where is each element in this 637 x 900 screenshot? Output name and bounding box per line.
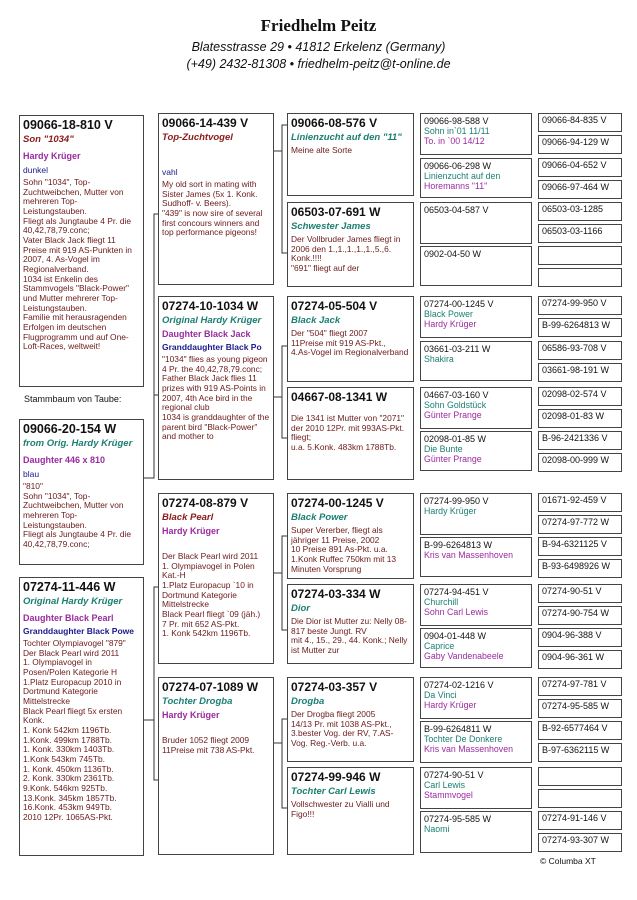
gen4-ring: 09066-98-588 V — [424, 116, 489, 126]
gen4-name: Churchill — [424, 597, 459, 607]
gen3-name: Black Jack — [291, 315, 341, 326]
gen4-card-1 — [420, 158, 532, 198]
gen5-ring: B-97-6362115 W — [542, 745, 610, 755]
gen4-ring: 07274-94-451 V — [424, 587, 489, 597]
gen2-sub: Hardy Krüger — [162, 710, 220, 720]
gen2-card-0 — [158, 113, 274, 285]
gen2-card-2 — [158, 493, 274, 664]
sire-color: blau — [23, 469, 40, 479]
gen3-desc: Der Drogba fliegt 2005 14/13 Pr. mit 1038 AS-Pkt., 3.bester Vog. der RV, 7.AS-Vog. Reg.-Verb. u.a. — [291, 709, 394, 748]
gen4-card-13 — [420, 721, 532, 763]
gen3-card-0 — [287, 113, 414, 196]
gen5-card-22 — [538, 628, 622, 647]
gen4-name: Sohn in`01 11/11 — [424, 126, 490, 136]
gen3-name: Tochter Carl Lewis — [291, 786, 376, 797]
gen4-ring: 04667-03-160 V — [424, 390, 489, 400]
gen4-card-12 — [420, 677, 532, 719]
gen4-name: Naomi — [424, 824, 450, 834]
gen2-name: Top-Zuchtvogel — [162, 132, 233, 143]
gen4-ring: 07274-00-1245 V — [424, 299, 494, 309]
gen5-card-14 — [538, 431, 622, 450]
gen5-card-31 — [538, 833, 622, 852]
header-contact: (+49) 2432-81308 • friedhelm-peitz@t-online.de — [186, 57, 451, 71]
gen3-card-4 — [287, 493, 414, 579]
gen5-card-23 — [538, 650, 622, 669]
gen4-card-7 — [420, 431, 532, 471]
gen2-desc: Der Black Pearl wird 2011 1. Olympiavogel in Polen Kat.-H 1.Platz Europacup `10 in Dortmund Kategorie Mittelstrecke Black Pearl fliegt `09 (jäh.) 7 Pr. mit 652 AS-Pkt. 1. Konk 542km 1196Tb. — [162, 551, 261, 639]
gen4-ring: 0902-04-50 W — [424, 249, 482, 259]
gen4-card-10 — [420, 584, 532, 626]
gen5-card-1 — [538, 135, 622, 154]
gen4-card-2 — [420, 202, 532, 244]
gen5-ring: B-94-6321125 V — [542, 539, 607, 549]
gen3-card-7 — [287, 767, 414, 855]
gen5-ring: 07274-91-146 V — [542, 813, 607, 823]
gen5-card-12 — [538, 387, 622, 406]
gen2-ring: 07274-10-1034 W — [162, 299, 259, 313]
dam-ring: 07274-11-446 W — [23, 580, 116, 594]
gen5-ring: 0904-96-388 V — [542, 630, 602, 640]
gen2-card-3 — [158, 677, 274, 855]
sire-desc: "810" Sohn "1034", Top-Zuchtweibchen, Mutter von mehreren Top-Leistungstauben. Fliegt als Jungtaube 4 Pr. die 40,42,78,79.conc; — [23, 481, 132, 549]
gen5-card-19 — [538, 559, 622, 578]
gen4-name: Caprice — [424, 641, 455, 651]
gen5-card-0 — [538, 113, 622, 132]
gen5-card-24 — [538, 677, 622, 696]
gen2-ring: 09066-14-439 V — [162, 116, 249, 130]
gen5-card-30 — [538, 811, 622, 830]
gen5-card-25 — [538, 699, 622, 718]
gen5-card-9 — [538, 318, 622, 337]
gen4-name: Da Vinci — [424, 690, 457, 700]
gen2-desc: My old sort in mating with Sister James (5x 1. Konk. Sudhoff- v. Beers). "439" is now sire of several first concours winners and top performance pigeons! — [162, 179, 263, 238]
gen4-ring: 06503-04-587 V — [424, 205, 489, 215]
gen4-name: Sohn Goldstück — [424, 400, 487, 410]
gen5-ring: 07274-95-585 W — [542, 701, 610, 711]
gen4-ring: 09066-06-298 W — [424, 161, 492, 171]
gen2-name: Black Pearl — [162, 512, 214, 523]
gen4-sub: Horemanns "11" — [424, 181, 488, 191]
header-address: Blatesstrasse 29 • 41812 Erkelenz (Germany) — [191, 40, 446, 54]
gen2-card-1 — [158, 296, 274, 480]
gen5-ring: 06503-03-1285 — [542, 204, 604, 214]
gen4-sub: Günter Prange — [424, 410, 482, 420]
gen5-ring: 07274-90-51 V — [542, 586, 602, 596]
gen4-sub: Kris van Massenhoven — [424, 744, 513, 754]
gen3-desc: Die Dior ist Mutter zu: Nelly 08-817 beste Jungt. RV mit 4., 15., 29., 44. Konk.; Nelly ist Mutter zur — [291, 616, 408, 655]
gen4-ring: 07274-99-950 V — [424, 496, 489, 506]
dam-sub: Daughter Black Pearl — [23, 613, 114, 623]
gen3-desc: Der Vollbruder James fliegt in 2006 den 1.,1.,1.,1.,1.,5.,6. Konk.!!!! "691" fliegt auf der — [291, 234, 401, 273]
gen2-ring: 07274-08-879 V — [162, 496, 249, 510]
dam-card — [19, 577, 144, 856]
sire-name: from Orig. Hardy Krüger — [23, 438, 133, 449]
gen3-ring: 09066-08-576 V — [291, 116, 378, 130]
gen4-card-5 — [420, 341, 532, 381]
gen3-desc: Die 1341 ist Mutter von "2071" der 2010 12Pr. mit 993AS-Pkt. fliegt; u.a. 5.Konk. 483km 1788Tb. — [291, 413, 405, 452]
gen3-name: Black Power — [291, 512, 348, 523]
gen5-card-11 — [538, 363, 622, 382]
gen5-ring: 06503-03-1166 — [542, 226, 603, 236]
gen3-ring: 07274-00-1245 V — [291, 496, 384, 510]
gen5-ring: 09066-84-835 V — [542, 115, 607, 125]
gen2-sub: Hardy Krüger — [162, 526, 220, 536]
gen4-ring: 03661-03-211 W — [424, 344, 491, 354]
gen3-desc: Der "504" fliegt 2007 11Preise mit 919 AS-Pkt., 4.As-Vogel im Regionalverband — [291, 328, 409, 358]
dam-sub2: Granddaughter Black Powe — [23, 626, 134, 636]
sire-card — [19, 419, 144, 565]
gen5-card-29 — [538, 789, 622, 808]
pigeon-name: Son "1034" — [23, 134, 74, 145]
gen4-ring: 07274-02-1216 V — [424, 680, 494, 690]
gen3-ring: 04667-08-1341 W — [291, 390, 388, 404]
gen4-card-9 — [420, 537, 532, 577]
gen4-sub: Günter Prange — [424, 454, 482, 464]
gen5-card-20 — [538, 584, 622, 603]
gen2-sub2: Granddaughter Black Po — [162, 342, 262, 352]
gen4-card-4 — [420, 296, 532, 338]
gen5-card-15 — [538, 453, 622, 472]
gen4-card-8 — [420, 493, 532, 535]
gen5-ring: 03661-98-191 W — [542, 365, 610, 375]
gen4-sub: Hardy Krüger — [424, 700, 477, 710]
gen5-card-4 — [538, 202, 622, 221]
gen5-ring: 06586-93-708 V — [542, 343, 607, 353]
gen3-ring: 07274-03-357 V — [291, 680, 378, 694]
gen5-card-2 — [538, 158, 622, 177]
gen3-name: Dior — [291, 603, 310, 614]
gen3-ring: 06503-07-691 W — [291, 205, 381, 219]
gen4-name: Carl Lewis — [424, 780, 466, 790]
gen5-card-7 — [538, 268, 622, 287]
gen5-ring: 02098-00-999 W — [542, 455, 610, 465]
gen5-card-16 — [538, 493, 622, 512]
gen2-color: vahl — [162, 167, 178, 177]
gen5-ring: B-93-6498926 W — [542, 561, 611, 571]
gen5-ring: 07274-93-307 W — [542, 835, 610, 845]
gen3-ring: 07274-03-334 W — [291, 587, 381, 601]
gen5-ring: B-99-6264813 W — [542, 320, 611, 330]
gen3-desc: Vollschwester zu Vialli und Figo!!! — [291, 799, 390, 819]
gen4-name: Shakira — [424, 354, 454, 364]
gen3-name: Drogba — [291, 696, 325, 707]
gen4-card-15 — [420, 811, 532, 853]
gen3-desc: Meine alte Sorte — [291, 145, 352, 155]
gen5-card-27 — [538, 743, 622, 762]
gen5-card-26 — [538, 721, 622, 740]
gen3-ring: 07274-05-504 V — [291, 299, 378, 313]
gen4-sub: Stammvogel — [424, 790, 473, 800]
gen3-name: Linienzucht auf den "11" — [291, 132, 402, 143]
gen4-sub: Kris van Massenhoven — [424, 550, 513, 560]
gen4-card-11 — [420, 628, 532, 668]
gen5-ring: 0904-96-361 W — [542, 652, 605, 662]
gen5-ring: 09066-04-652 V — [542, 160, 607, 170]
stammbaum-label: Stammbaum von Taube: — [24, 394, 122, 404]
gen3-desc: Super Vererber, fliegt als jähriger 11 Preise, 2002 10 Preise 891 As-Pkt. u.a. 1.Konk Ruffec 750km mit 13 Minuten Vorsprung — [291, 525, 397, 574]
pigeon-sub: Hardy Krüger — [23, 151, 81, 161]
gen4-ring: B-99-6264811 W — [424, 724, 492, 734]
gen4-name: Linienzucht auf den — [424, 171, 501, 181]
gen5-card-3 — [538, 180, 622, 199]
gen4-card-14 — [420, 767, 532, 809]
dam-desc: Tochter Olympiavogel "879" Der Black Pearl wird 2011 1. Olympiavogel in Posen/Polen Kategorie H 1.Platz Europacup 2010 in Dortmund Kategorie Mittelstrecke Black Pearl fliegt 5x ersten Konk. 1. Konk 542km 1196Tb. 1.Konk. 499km 1788Tb. 1. Konk. 330km 1403Tb. 1.Konk 543km 745Tb. 1. Konk. 450km 1136Tb. 2. Konk. 330km 2361Tb. 9.Konk. 546km 925Tb. 13.Konk. 345km 1857Tb. 16.Konk. 453km 949Tb. 2010 12Pr. 1065AS-Pkt. — [23, 638, 126, 822]
sire-ring: 09066-20-154 W — [23, 422, 117, 436]
gen5-card-5 — [538, 224, 622, 243]
pigeon-ring: 09066-18-810 V — [23, 118, 113, 132]
gen3-card-1 — [287, 202, 414, 287]
gen5-card-21 — [538, 606, 622, 625]
gen4-ring: 0904-01-448 W — [424, 631, 487, 641]
sire-sub: Daughter 446 x 810 — [23, 455, 106, 465]
gen2-desc: "1034" flies as young pigeon 4 Pr. the 40,42,78,79.conc; Father Black Jack flies 11 prizes with 919 AS-Points in 2007, 4th Ace bird in the regional club 1034 is granddaughter of the parent bird "Black-Power" and mother to — [162, 354, 270, 442]
gen5-ring: 07274-99-950 V — [542, 298, 607, 308]
gen4-ring: 07274-95-585 W — [424, 814, 492, 824]
gen5-ring: 02098-01-83 W — [542, 411, 605, 421]
gen4-sub: To. in `00 14/12 — [424, 136, 485, 146]
dam-name: Original Hardy Krüger — [23, 596, 123, 607]
gen4-ring: 02098-01-85 W — [424, 434, 487, 444]
gen4-name: Tochter De Donkere — [424, 734, 503, 744]
pigeon-desc: Sohn "1034", Top-Zuchtweibchen, Mutter von mehreren Top-Leistungstauben. Fliegt als Jungtaube 4 Pr. die 40,42,78,79.conc; Vater Black Jack fliegt 11 Preise mit 919 AS-Punkten in 2007, 4. As-Vogel im Regionalverband. 1034 ist Enkelin des Stammvogels "Black-Power" und Mutter mehrerer Top-Leistungstauben. Familie mit herausragenden Erfolgen im deutschen Flugprogramm und auf One-Loft-Races, weltweit! — [23, 177, 132, 352]
copyright: © Columba XT — [540, 856, 596, 866]
gen3-card-2 — [287, 296, 414, 382]
header-name: Friedhelm Peitz — [260, 16, 377, 35]
pigeon-color: dunkel — [23, 165, 49, 175]
gen4-sub: Gaby Vandenabeele — [424, 651, 504, 661]
gen4-name: Black Power — [424, 309, 473, 319]
gen5-card-28 — [538, 767, 622, 786]
gen4-card-3 — [420, 246, 532, 286]
gen4-name: Hardy Krüger — [424, 506, 477, 516]
gen4-card-0 — [420, 113, 532, 155]
gen5-ring: 09066-97-464 W — [542, 182, 610, 192]
gen2-desc: Bruder 1052 fliegt 2009 11Preise mit 738 AS-Pkt. — [162, 735, 255, 755]
gen2-ring: 07274-07-1089 W — [162, 680, 259, 694]
gen3-ring: 07274-99-946 W — [291, 770, 381, 784]
gen3-card-6 — [287, 677, 414, 762]
gen2-name: Original Hardy Krüger — [162, 315, 262, 326]
gen5-ring: 07274-97-781 V — [542, 679, 607, 689]
gen5-card-17 — [538, 515, 622, 534]
gen5-card-10 — [538, 341, 622, 360]
gen3-name: Schwester James — [291, 221, 371, 232]
gen4-name: Die Bunte — [424, 444, 463, 454]
gen5-ring: B-96-2421336 V — [542, 433, 608, 443]
gen5-card-13 — [538, 409, 622, 428]
gen5-card-18 — [538, 537, 622, 556]
gen5-ring: 02098-02-574 V — [542, 389, 607, 399]
gen5-ring: 01671-92-459 V — [542, 495, 607, 505]
gen5-ring: 07274-97-772 W — [542, 517, 610, 527]
gen4-ring: 07274-90-51 V — [424, 770, 484, 780]
gen2-sub: Daughter Black Jack — [162, 329, 251, 339]
gen4-ring: B-99-6264813 W — [424, 540, 493, 550]
gen5-ring: B-92-6577464 V — [542, 723, 608, 733]
gen3-card-3 — [287, 387, 414, 480]
gen5-ring: 07274-90-754 W — [542, 608, 610, 618]
gen4-sub: Sohn Carl Lewis — [424, 607, 489, 617]
pigeon-card — [19, 115, 144, 387]
gen4-sub: Hardy Krüger — [424, 319, 477, 329]
gen4-card-6 — [420, 387, 532, 429]
gen5-card-8 — [538, 296, 622, 315]
gen5-ring: 09066-94-129 W — [542, 137, 610, 147]
gen2-name: Tochter Drogba — [162, 696, 233, 707]
gen3-card-5 — [287, 584, 414, 664]
gen5-card-6 — [538, 246, 622, 265]
